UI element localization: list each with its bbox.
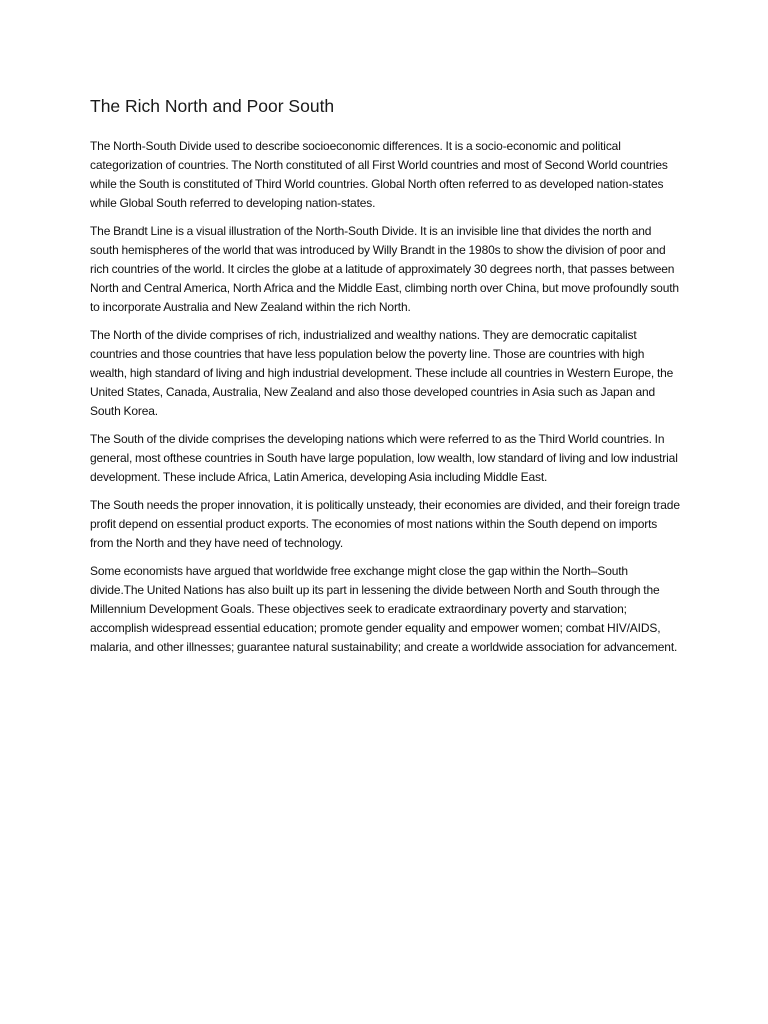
paragraph-poor-south: The South of the divide comprises the developing nations which were referred to as the Third World countries. In general, most ofthese countries in South have large population, low wealth, low standard of living and low industrial development. These include Africa, Latin America, developing Asia including Middle East. — [90, 432, 678, 484]
paragraph-brandt-line: The Brandt Line is a visual illustration of the North-South Divide. It is an invisible line that divides the north and south hemispheres of the world that was introduced by Willy Brandt in the 1980s to show the division of poor and rich countries of the world. It circles the globe at a latitude of approximately 30 degrees north, that passes between North and Central America, North Africa and the Middle East, climbing north over China, but move profoundly south to incorporate Australia and New Zealand within the rich North. — [90, 224, 679, 314]
paragraph-rich-north: The North of the divide comprises of rich, industrialized and wealthy nations. They are democratic capitalist countries and those countries that have less population below the poverty line. Those are countries with high wealth, high standard of living and high industrial development. These include all countries in Western Europe, the United States, Canada, Australia, New Zealand and also those developed countries in Asia such as Japan and South Korea. — [90, 328, 674, 418]
paragraph-south-needs: The South needs the proper innovation, it is politically unsteady, their economies are divided, and their foreign trade profit depend on essential product exports. The economies of most nations within the South depend on imports from the North and they have need of technology. — [90, 498, 680, 550]
document-body — [90, 94, 680, 666]
paragraph-north-south-divide: The North-South Divide used to describe socioeconomic differences. It is a socio-economic and political categorization of countries. The North constituted of all First World countries and most of Second World countries while the South is constituted of Third World countries. Global North often referred to as developed nation-states while Global South referred to developing nation-states. — [90, 139, 668, 210]
paragraph-economists-un: Some economists have argued that worldwide free exchange might close the gap within the North–South divide.The United Nations has also built up its part in lessening the divide between North and South through the Millennium Development Goals. These objectives seek to eradicate extraordinary poverty and starvation; accomplish widespread essential education; promote gender equality and empower women; combat HIV/AIDS, malaria, and other illnesses; guarantee natural sustainability; and create a worldwide association for advancement. — [90, 564, 678, 654]
document-title: The Rich North and Poor South — [90, 96, 335, 116]
